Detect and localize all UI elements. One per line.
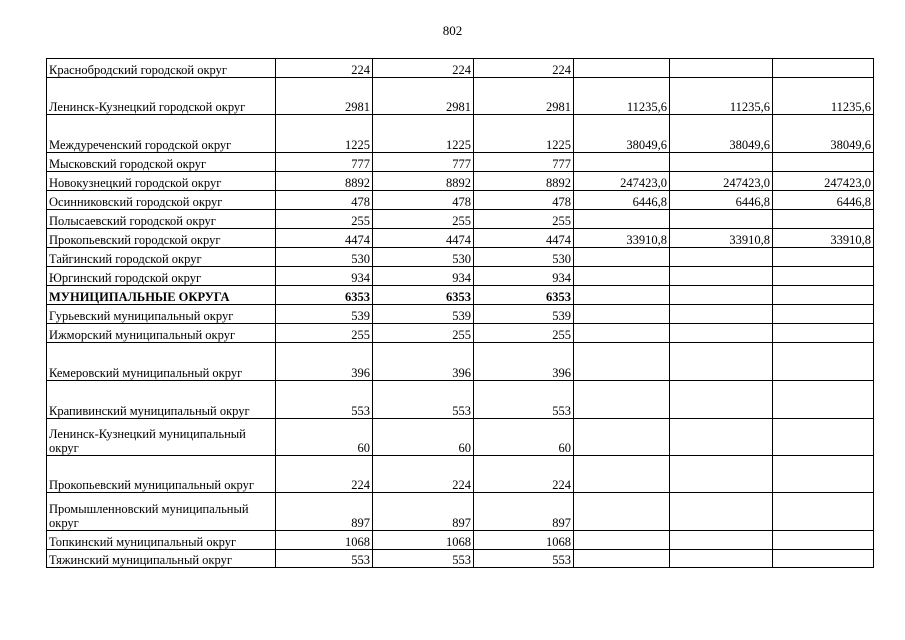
value-cell-6	[773, 305, 874, 324]
value-cell-3: 6353	[474, 286, 574, 305]
value-cell-1: 4474	[276, 229, 373, 248]
value-cell-6	[773, 267, 874, 286]
value-cell-4	[574, 59, 670, 78]
value-cell-1: 8892	[276, 172, 373, 191]
value-cell-5: 33910,8	[670, 229, 773, 248]
value-cell-3: 396	[474, 343, 574, 381]
municipality-name-cell: Тайгинский городской округ	[47, 248, 276, 267]
value-cell-6	[773, 381, 874, 419]
value-cell-3: 224	[474, 456, 574, 493]
value-cell-4	[574, 305, 670, 324]
value-cell-1: 396	[276, 343, 373, 381]
table-row	[47, 493, 874, 531]
value-cell-5	[670, 419, 773, 456]
value-cell-3: 8892	[474, 172, 574, 191]
value-cell-3: 777	[474, 153, 574, 172]
table-row	[47, 172, 874, 191]
table-row	[47, 531, 874, 550]
municipality-name-cell: Тяжинский муниципальный округ	[47, 550, 276, 568]
table-row	[47, 324, 874, 343]
value-cell-2: 1225	[373, 115, 474, 153]
table-row	[47, 456, 874, 493]
value-cell-4	[574, 419, 670, 456]
value-cell-1: 553	[276, 381, 373, 419]
municipality-name-cell: Гурьевский муниципальный округ	[47, 305, 276, 324]
value-cell-2: 539	[373, 305, 474, 324]
value-cell-2: 897	[373, 493, 474, 531]
table-row	[47, 59, 874, 78]
value-cell-5: 11235,6	[670, 78, 773, 115]
value-cell-1: 224	[276, 456, 373, 493]
value-cell-6	[773, 493, 874, 531]
value-cell-2: 224	[373, 59, 474, 78]
value-cell-5	[670, 286, 773, 305]
value-cell-6: 33910,8	[773, 229, 874, 248]
municipality-name-cell: Топкинский муниципальный округ	[47, 531, 276, 550]
municipality-name-cell: Краснобродский городской округ	[47, 59, 276, 78]
value-cell-4	[574, 531, 670, 550]
value-cell-3: 224	[474, 59, 574, 78]
value-cell-1: 934	[276, 267, 373, 286]
value-cell-1: 1225	[276, 115, 373, 153]
value-cell-3: 1068	[474, 531, 574, 550]
value-cell-1: 255	[276, 210, 373, 229]
value-cell-4: 38049,6	[574, 115, 670, 153]
municipality-name-cell: Ленинск-Кузнецкий муниципальный округ	[47, 419, 276, 456]
value-cell-3: 255	[474, 324, 574, 343]
value-cell-3: 60	[474, 419, 574, 456]
value-cell-5: 38049,6	[670, 115, 773, 153]
municipality-name-cell: Прокопьевский городской округ	[47, 229, 276, 248]
municipality-name-cell: Новокузнецкий городской округ	[47, 172, 276, 191]
value-cell-3: 553	[474, 550, 574, 568]
municipality-name-cell: Ижморский муниципальный округ	[47, 324, 276, 343]
value-cell-5	[670, 550, 773, 568]
value-cell-4	[574, 248, 670, 267]
value-cell-6	[773, 324, 874, 343]
value-cell-4	[574, 343, 670, 381]
value-cell-6	[773, 248, 874, 267]
value-cell-3: 530	[474, 248, 574, 267]
value-cell-2: 396	[373, 343, 474, 381]
value-cell-3: 2981	[474, 78, 574, 115]
municipality-name-cell: Ленинск-Кузнецкий городской округ	[47, 78, 276, 115]
value-cell-5	[670, 493, 773, 531]
table-row	[47, 343, 874, 381]
value-cell-4: 247423,0	[574, 172, 670, 191]
municipality-name-cell: Промышленновский муниципальный округ	[47, 493, 276, 531]
municipality-name-cell: Кемеровский муниципальный округ	[47, 343, 276, 381]
value-cell-1: 478	[276, 191, 373, 210]
value-cell-5	[670, 305, 773, 324]
value-cell-2: 2981	[373, 78, 474, 115]
value-cell-2: 4474	[373, 229, 474, 248]
value-cell-5	[670, 343, 773, 381]
value-cell-2: 530	[373, 248, 474, 267]
value-cell-5	[670, 210, 773, 229]
value-cell-4	[574, 550, 670, 568]
value-cell-1: 897	[276, 493, 373, 531]
table-row	[47, 550, 874, 568]
value-cell-2: 777	[373, 153, 474, 172]
value-cell-6	[773, 153, 874, 172]
value-cell-2: 224	[373, 456, 474, 493]
value-cell-1: 539	[276, 305, 373, 324]
value-cell-6: 247423,0	[773, 172, 874, 191]
value-cell-3: 539	[474, 305, 574, 324]
value-cell-3: 934	[474, 267, 574, 286]
value-cell-1: 777	[276, 153, 373, 172]
value-cell-1: 60	[276, 419, 373, 456]
value-cell-5	[670, 59, 773, 78]
value-cell-5: 6446,8	[670, 191, 773, 210]
value-cell-5	[670, 381, 773, 419]
value-cell-6	[773, 286, 874, 305]
value-cell-4	[574, 324, 670, 343]
value-cell-1: 530	[276, 248, 373, 267]
value-cell-6	[773, 59, 874, 78]
table-row	[47, 191, 874, 210]
table-row	[47, 229, 874, 248]
value-cell-5	[670, 456, 773, 493]
value-cell-3: 255	[474, 210, 574, 229]
municipality-name-cell: Мысковский городской округ	[47, 153, 276, 172]
value-cell-1: 553	[276, 550, 373, 568]
value-cell-2: 255	[373, 210, 474, 229]
value-cell-3: 478	[474, 191, 574, 210]
value-cell-1: 224	[276, 59, 373, 78]
table-row	[47, 210, 874, 229]
value-cell-2: 553	[373, 550, 474, 568]
budget-table	[46, 58, 874, 568]
value-cell-5: 247423,0	[670, 172, 773, 191]
table-row	[47, 419, 874, 456]
table-row	[47, 286, 874, 305]
municipality-name-cell: Междуреченский городской округ	[47, 115, 276, 153]
value-cell-6: 38049,6	[773, 115, 874, 153]
municipality-name-cell: Полысаевский городской округ	[47, 210, 276, 229]
municipality-name-cell: Крапивинский муниципальный округ	[47, 381, 276, 419]
value-cell-2: 6353	[373, 286, 474, 305]
table-row	[47, 115, 874, 153]
value-cell-4: 11235,6	[574, 78, 670, 115]
value-cell-6: 11235,6	[773, 78, 874, 115]
municipality-name-cell: Юргинский городской округ	[47, 267, 276, 286]
value-cell-4	[574, 456, 670, 493]
value-cell-2: 478	[373, 191, 474, 210]
value-cell-2: 8892	[373, 172, 474, 191]
value-cell-2: 934	[373, 267, 474, 286]
value-cell-4	[574, 286, 670, 305]
municipality-name-cell: Прокопьевский муниципальный округ	[47, 456, 276, 493]
value-cell-4: 33910,8	[574, 229, 670, 248]
value-cell-6	[773, 531, 874, 550]
municipality-name-cell: МУНИЦИПАЛЬНЫЕ ОКРУГА	[47, 286, 276, 305]
value-cell-4: 6446,8	[574, 191, 670, 210]
value-cell-4	[574, 153, 670, 172]
value-cell-2: 60	[373, 419, 474, 456]
value-cell-4	[574, 267, 670, 286]
value-cell-2: 553	[373, 381, 474, 419]
value-cell-1: 2981	[276, 78, 373, 115]
value-cell-1: 1068	[276, 531, 373, 550]
value-cell-1: 255	[276, 324, 373, 343]
value-cell-3: 897	[474, 493, 574, 531]
value-cell-3: 1225	[474, 115, 574, 153]
value-cell-5	[670, 248, 773, 267]
page-number: 802	[442, 23, 463, 38]
value-cell-5	[670, 324, 773, 343]
table-row	[47, 381, 874, 419]
table-row	[47, 267, 874, 286]
value-cell-5	[670, 153, 773, 172]
table-row	[47, 248, 874, 267]
value-cell-4	[574, 210, 670, 229]
value-cell-4	[574, 493, 670, 531]
value-cell-6	[773, 210, 874, 229]
value-cell-6	[773, 456, 874, 493]
value-cell-2: 255	[373, 324, 474, 343]
value-cell-1: 6353	[276, 286, 373, 305]
value-cell-2: 1068	[373, 531, 474, 550]
table-row	[47, 305, 874, 324]
value-cell-6	[773, 550, 874, 568]
table-row	[47, 78, 874, 115]
value-cell-4	[574, 381, 670, 419]
table-row	[47, 153, 874, 172]
table-body	[47, 59, 874, 568]
value-cell-6	[773, 419, 874, 456]
municipality-name-cell: Осинниковский городской округ	[47, 191, 276, 210]
value-cell-3: 4474	[474, 229, 574, 248]
value-cell-5	[670, 531, 773, 550]
value-cell-5	[670, 267, 773, 286]
value-cell-6	[773, 343, 874, 381]
value-cell-3: 553	[474, 381, 574, 419]
value-cell-6: 6446,8	[773, 191, 874, 210]
